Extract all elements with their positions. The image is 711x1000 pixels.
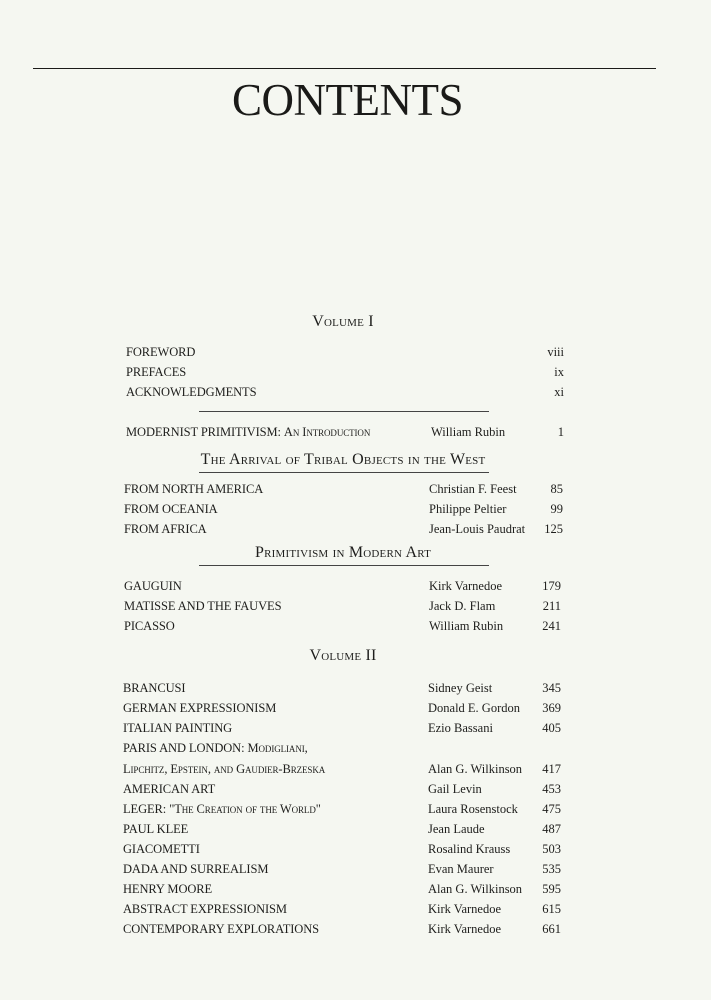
toc-subtitle: An Introduction [283, 425, 371, 439]
toc-row [0, 721, 711, 739]
toc-page: 125 [544, 522, 563, 536]
toc-title: MATISSE AND THE FAUVES [124, 599, 282, 613]
toc-row [0, 681, 711, 699]
toc-author: Rosalind Krauss [428, 842, 511, 856]
toc-title: GIACOMETTI [123, 842, 200, 856]
toc-row [0, 522, 711, 540]
toc-title: FROM OCEANIA [124, 502, 218, 516]
toc-page: 417 [542, 762, 561, 776]
toc-row [0, 365, 711, 383]
section-heading: The Arrival of Tribal Objects in the West [200, 451, 486, 468]
toc-title: DADA AND SURREALISM [123, 862, 269, 876]
toc-title: PARIS AND LONDON: Modigliani, [123, 741, 308, 755]
toc-title [123, 762, 325, 777]
toc-row [0, 822, 711, 840]
toc-title: BRANCUSI [123, 681, 186, 695]
toc-page: 99 [550, 502, 563, 516]
toc-row [0, 782, 711, 800]
toc-author: Gail Levin [428, 782, 482, 796]
toc-author: Alan G. Wilkinson [428, 882, 523, 896]
toc-page: 1 [557, 425, 564, 439]
toc-row [0, 802, 711, 820]
toc-row [0, 502, 711, 520]
toc-page: 535 [542, 862, 561, 876]
toc-title: PICASSO [124, 619, 175, 633]
toc-title: HENRY MOORE [123, 882, 213, 896]
toc-page: xi [554, 385, 564, 399]
toc-subtitle: Lipchitz, Epstein, and Gaudier-Brzeska [123, 762, 326, 776]
toc-author: Kirk Varnedoe [429, 579, 503, 593]
toc-author: Jack D. Flam [429, 599, 496, 613]
volume-1-heading: Volume I [312, 313, 374, 330]
section-rule [199, 565, 489, 566]
toc-author: Ezio Bassani [428, 721, 493, 735]
volume-2-heading: Volume II [309, 647, 377, 664]
toc-title: FOREWORD [126, 345, 196, 359]
toc-author: Jean Laude [428, 822, 485, 836]
toc-page: 487 [542, 822, 561, 836]
toc-title: CONTEMPORARY EXPLORATIONS [123, 922, 320, 936]
toc-page: viii [547, 345, 564, 359]
toc-page: 595 [542, 882, 561, 896]
top-rule [33, 68, 656, 69]
toc-title: AMERICAN ART [123, 782, 216, 796]
toc-page: 453 [542, 782, 561, 796]
toc-author: Philippe Peltier [429, 502, 507, 516]
section-rule [199, 472, 489, 473]
toc-row [0, 599, 711, 617]
toc-row [0, 842, 711, 860]
toc-author: Christian F. Feest [429, 482, 517, 496]
toc-title: MODERNIST PRIMITIVISM: An Introduction [126, 425, 371, 439]
toc-row [0, 741, 711, 759]
toc-row [0, 579, 711, 597]
toc-row [0, 482, 711, 500]
section-heading: Primitivism in Modern Art [254, 544, 432, 561]
toc-page: 661 [542, 922, 561, 936]
toc-title: PAUL KLEE [123, 822, 189, 836]
toc-page: 211 [542, 599, 561, 613]
toc-title: FROM AFRICA [124, 522, 207, 536]
toc-row [0, 385, 711, 403]
toc-row [0, 701, 711, 719]
toc-title: LEGER: "The Creation of the World" [123, 802, 321, 816]
toc-page: 475 [542, 802, 561, 816]
toc-author: Alan G. Wilkinson [428, 762, 523, 776]
toc-title: ITALIAN PAINTING [123, 721, 233, 735]
toc-author: Donald E. Gordon [428, 701, 520, 715]
toc-title: PREFACES [126, 365, 187, 379]
toc-page: ix [554, 365, 564, 379]
toc-author: William Rubin [431, 425, 506, 439]
toc-page: 85 [550, 482, 563, 496]
toc-title: ACKNOWLEDGMENTS [126, 385, 257, 399]
toc-author: Kirk Varnedoe [428, 922, 502, 936]
toc-page: 369 [542, 701, 561, 715]
toc-title: GAUGUIN [124, 579, 182, 593]
toc-row [0, 882, 711, 900]
toc-page: 405 [542, 721, 561, 735]
toc-author: Evan Maurer [428, 862, 494, 876]
toc-author: Laura Rosenstock [428, 802, 518, 816]
toc-page: 503 [542, 842, 561, 856]
toc-page: 241 [542, 619, 561, 633]
section-rule [199, 411, 489, 412]
toc-author: Sidney Geist [428, 681, 493, 695]
toc-author: Jean-Louis Paudrat [429, 522, 526, 536]
toc-page: 615 [542, 902, 561, 916]
toc-author: William Rubin [429, 619, 504, 633]
toc-page: 179 [542, 579, 561, 593]
toc-row [0, 922, 711, 940]
toc-title: FROM NORTH AMERICA [124, 482, 264, 496]
toc-subtitle: "The Creation of the World" [169, 802, 321, 816]
toc-row [0, 425, 711, 443]
toc-row [0, 902, 711, 920]
toc-row [0, 862, 711, 880]
toc-title: GERMAN EXPRESSIONISM [123, 701, 277, 715]
toc-subtitle: Modigliani, [247, 741, 308, 755]
toc-author: Kirk Varnedoe [428, 902, 502, 916]
toc-row [0, 619, 711, 637]
page-title: CONTENTS [232, 75, 463, 125]
toc-row [0, 345, 711, 363]
toc-row [0, 762, 711, 780]
toc-page: 345 [542, 681, 561, 695]
toc-title: ABSTRACT EXPRESSIONISM [123, 902, 287, 916]
